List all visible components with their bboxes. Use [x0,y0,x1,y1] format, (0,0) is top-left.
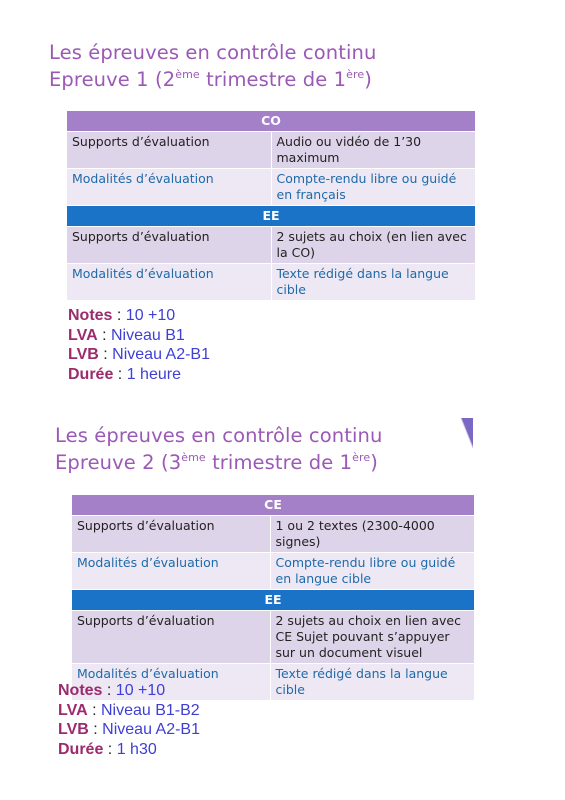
title-part: trimestre de 1 [205,451,353,474]
duree-sep: : [113,365,127,383]
lvb-sep: : [98,346,113,363]
duree-line [68,365,210,385]
lvb-sep: : [88,721,103,738]
lva-label: LVA [68,326,98,344]
lvb-value: Niveau A2-B1 [102,721,200,738]
lvb-line [68,345,210,365]
section1-title [49,39,376,93]
title-part: Epreuve 1 (2 [49,68,176,91]
lvb-value: Niveau A2-B1 [112,346,210,363]
table-cell-value: Texte rédigé dans la langue cible [270,664,474,701]
title-part: ) [370,451,378,474]
notes-sep: : [102,682,116,699]
ee-header: EE [67,206,475,227]
title-part: ) [364,68,372,91]
duree-value: 1 heure [126,365,181,383]
table-cell-value: 1 ou 2 textes (2300-4000 signes) [270,516,474,553]
title-part: trimestre de 1 [199,68,347,91]
lva-label: LVA [58,701,88,719]
section2-title-line2 [55,449,382,476]
table-cell-label: Supports d’évaluation [72,516,270,553]
lva-value: Niveau B1-B2 [100,701,200,719]
table-cell-label: Supports d’évaluation [67,132,271,169]
duree-line [58,740,200,760]
duree-label: Durée [68,365,114,383]
section2-table [72,494,474,700]
lva-line [68,326,210,346]
section2-title-line1: Les épreuves en contrôle continu [55,424,383,447]
lva-value: Niveau B1 [110,326,185,344]
table-cell-label: Modalités d’évaluation [72,553,270,590]
table-cell-value: Texte rédigé dans la langue cible [271,264,475,301]
table-cell-value: Audio ou vidéo de 1’30 maximum [271,132,475,169]
table-cell-label: Supports d’évaluation [72,611,270,664]
section1-title-line2 [49,66,376,93]
title-sup: ème [175,68,200,81]
table-cell-value: 2 sujets au choix (en lien avec la CO) [271,227,475,264]
title-sup: ère [352,451,371,464]
ce-header: CE [72,495,474,516]
notes-value: 10 +10 [125,307,176,324]
section2-notes [58,681,200,759]
table-cell-value: Compte-rendu libre ou guidé en français [271,169,475,206]
table-cell-label: Modalités d’évaluation [67,169,271,206]
section1-table [67,110,475,300]
notes-label: Notes [58,682,103,699]
notes-label: Notes [68,307,113,324]
co-header: CO [67,111,475,132]
title-part: Epreuve 2 (3 [55,451,182,474]
section1-title-line1: Les épreuves en contrôle continu [49,41,377,64]
notes-line [58,681,200,701]
duree-label: Durée [58,740,104,758]
lva-sep: : [87,701,101,719]
table-cell-value: 2 sujets au choix en lien avec CE Sujet pouvant s’appuyer sur un document visuel [270,611,474,664]
lvb-label: LVB [58,721,89,738]
lvb-label: LVB [68,346,99,363]
duree-value: 1 h30 [116,740,157,758]
ee-header: EE [72,590,474,611]
table-cell-label: Supports d’évaluation [67,227,271,264]
notes-value: 10 +10 [115,682,166,699]
lva-sep: : [97,326,111,344]
lva-line [58,701,200,721]
table-cell-label: Modalités d’évaluation [67,264,271,301]
title-sup: ère [346,68,365,81]
table-cell-label: Modalités d’évaluation [72,664,270,701]
lvb-line [58,720,200,740]
corner-triangle-icon [459,418,473,448]
duree-sep: : [103,740,117,758]
section2-title [55,422,382,476]
table-cell-value: Compte-rendu libre ou guidé en langue cible [270,553,474,590]
title-sup: ème [181,451,206,464]
section1-notes [68,306,210,384]
notes-sep: : [112,307,126,324]
notes-line [68,306,210,326]
